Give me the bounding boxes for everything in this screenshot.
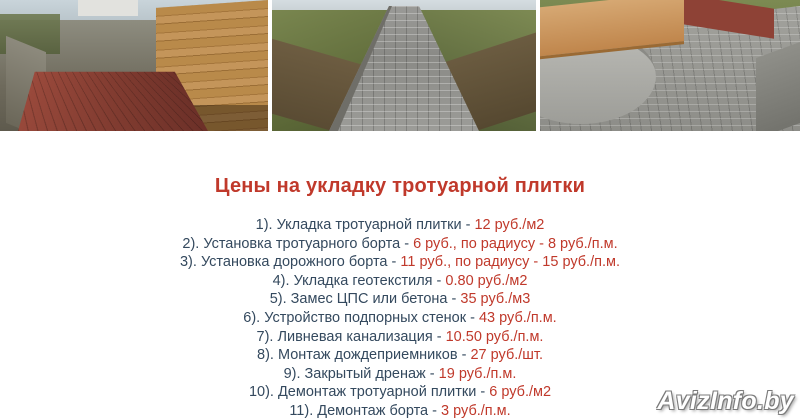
page-title: Цены на укладку тротуарной плитки xyxy=(214,175,586,197)
photo-brick-path-by-wooden-house[interactable] xyxy=(0,0,268,131)
item-number: 2). xyxy=(182,235,200,252)
photo1-brick-paving xyxy=(18,72,208,131)
item-price: 10.50 руб./п.м. xyxy=(445,328,544,345)
photo1-white-wall xyxy=(78,0,138,16)
photo3-kerb xyxy=(756,42,800,131)
photo-curved-paving-round-step[interactable] xyxy=(540,0,800,131)
item-number: 8). xyxy=(257,347,274,364)
price-list-item xyxy=(0,272,800,291)
item-separator: - xyxy=(429,365,435,382)
item-service: Устройство подпорных стенок xyxy=(264,309,467,326)
item-number: 10). xyxy=(248,384,274,401)
price-list-item xyxy=(0,216,800,235)
item-service: Укладка геотекстиля xyxy=(293,272,433,289)
item-service: Закрытый дренаж xyxy=(304,365,426,382)
item-separator: - xyxy=(436,272,442,289)
item-service: Замес ЦПС или бетона xyxy=(290,291,448,308)
item-price: 3 руб./п.м. xyxy=(441,402,511,419)
item-service: Монтаж дождеприемников xyxy=(277,347,458,364)
price-list-item xyxy=(0,235,800,254)
item-price: 12 руб./м2 xyxy=(474,217,545,233)
watermark: AvizInfo.by xyxy=(657,387,794,415)
photo-gallery-strip xyxy=(0,0,800,131)
price-list-item xyxy=(0,309,800,328)
item-service: Демонтаж борта xyxy=(317,402,429,419)
item-number: 11). xyxy=(289,402,314,419)
price-list-item xyxy=(0,328,800,347)
item-price: 35 руб./м3 xyxy=(460,291,531,308)
item-price: 11 руб., по радиусу - 15 руб./п.м. xyxy=(400,254,620,271)
item-separator: - xyxy=(465,217,471,233)
item-separator: - xyxy=(461,347,467,364)
item-service: Установка тротуарного борта xyxy=(203,235,401,252)
item-separator: - xyxy=(470,309,475,326)
price-list-item xyxy=(0,346,800,365)
price-list-item xyxy=(0,365,800,384)
item-number: 9). xyxy=(283,365,301,382)
item-number: 5). xyxy=(269,291,287,308)
item-service: Установка дорожного борта xyxy=(200,254,388,271)
item-price: 0.80 руб./м2 xyxy=(445,272,528,289)
item-number: 7). xyxy=(256,328,274,345)
price-section xyxy=(0,131,800,420)
item-separator: - xyxy=(391,254,397,271)
item-separator: - xyxy=(436,328,442,345)
price-list-item xyxy=(0,253,800,272)
photo-grey-paver-walkway-lawn[interactable] xyxy=(272,0,536,131)
price-list-item xyxy=(0,290,800,309)
item-separator: - xyxy=(404,235,410,252)
item-price: 6 руб., по радиусу - 8 руб./п.м. xyxy=(413,235,618,252)
item-price: 43 руб./п.м. xyxy=(478,309,557,326)
item-service: Демонтаж тротуарной плитки xyxy=(277,384,477,401)
item-service: Укладка тротуарной плитки xyxy=(276,217,462,233)
item-separator: - xyxy=(432,402,437,419)
item-separator: - xyxy=(451,291,457,308)
item-number: 3). xyxy=(179,254,197,271)
item-price: 6 руб./м2 xyxy=(489,384,552,401)
item-service: Ливневая канализация xyxy=(277,328,433,345)
item-separator: - xyxy=(480,384,486,401)
item-number: 1). xyxy=(255,217,273,233)
item-price: 27 руб./шт. xyxy=(470,347,543,364)
item-price: 19 руб./п.м. xyxy=(438,365,517,382)
item-number: 4). xyxy=(272,272,290,289)
item-number: 6). xyxy=(243,309,261,326)
